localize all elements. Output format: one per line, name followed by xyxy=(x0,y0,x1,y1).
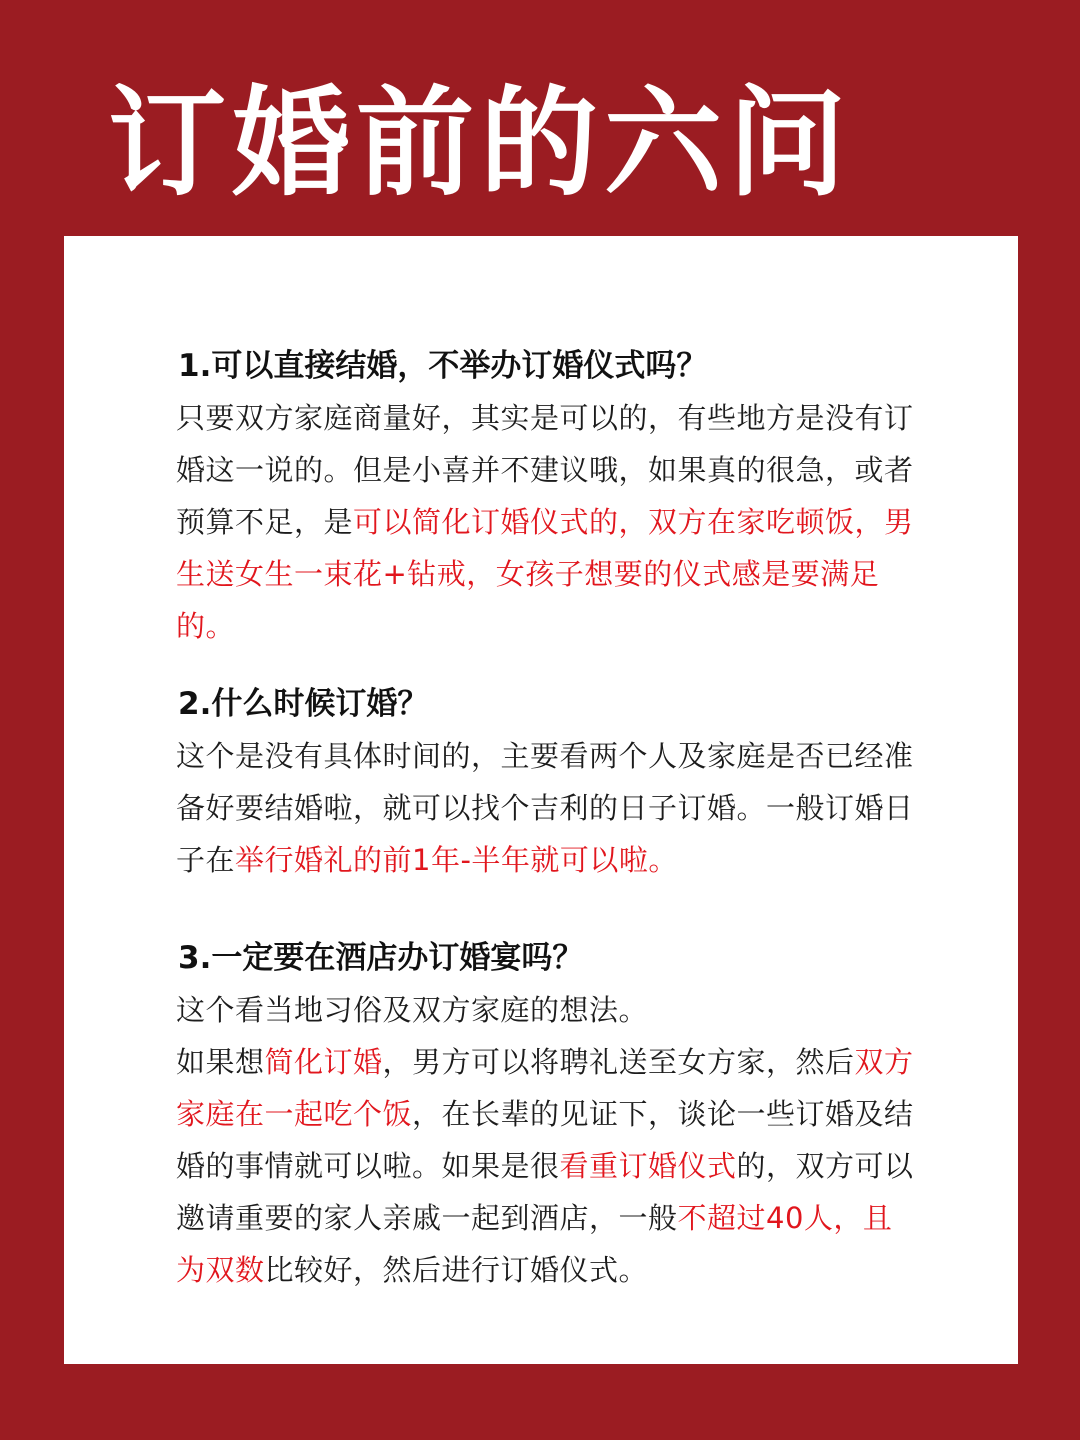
answer-2: 这个是没有具体时间的，主要看两个人及家庭是否已经准备好要结婚啦，就可以找个吉利的日子订婚。一般订婚日子在举行婚礼的前1年-半年就可以啦。 xyxy=(176,739,914,877)
section-1 xyxy=(176,344,916,652)
answer-2-highlight: 举行婚礼的前1年-半年就可以啦。 xyxy=(235,843,678,877)
answer-3: 这个看当地习俗及双方家庭的想法。 如果想简化订婚，男方可以将聘礼送至女方家，然后双方家庭在一起吃个饭，在长辈的见证下，谈论一些订婚及结婚的事情就可以啦。如果是很看重订婚仪式的，双方可以邀请重要的家人亲戚一起到酒店，一般不超过40人，且为双数比较好，然后进行订婚仪式。 xyxy=(176,993,914,1287)
section-2 xyxy=(176,682,916,886)
question-2: 2.什么时候订婚？ xyxy=(176,682,434,726)
question-3: 3.一定要在酒店办订婚宴吗？ xyxy=(176,936,589,980)
section-3 xyxy=(176,936,916,1296)
answer-1: 只要双方家庭商量好，其实是可以的，有些地方是没有订婚这一说的。但是小喜并不建议哦，如果真的很急，或者预算不足，是可以简化订婚仪式的，双方在家吃顿饭，男生送女生一束花+钻戒，女孩子想要的仪式感是要满足的。 xyxy=(176,401,914,643)
page-title: 订婚前的六问 xyxy=(108,73,853,212)
content-card xyxy=(64,236,1018,1364)
answer-1-highlight: 可以简化订婚仪式的，双方在家吃顿饭，男生送女生一束花+钻戒，女孩子想要的仪式感是要满足的。 xyxy=(176,505,914,643)
question-1: 1.可以直接结婚，不举办订婚仪式吗？ xyxy=(176,344,713,388)
